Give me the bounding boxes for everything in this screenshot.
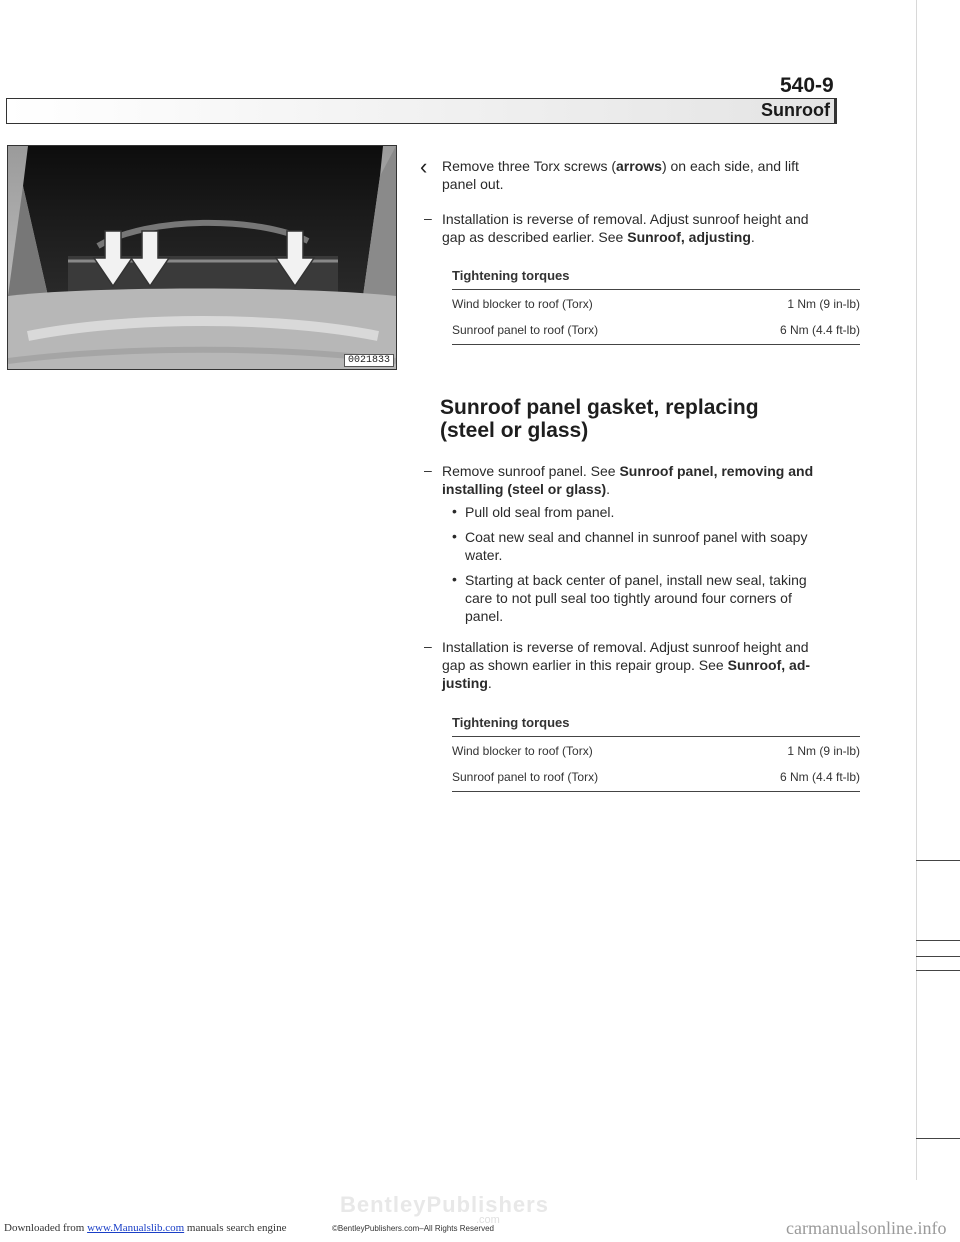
table-row	[452, 317, 860, 343]
copyright-notice: ©BentleyPublishers.com–All Rights Reserved	[332, 1224, 494, 1233]
torque-value: 1 Nm (9 in-lb)	[787, 744, 860, 758]
bullet-list	[452, 503, 872, 625]
torque-item: Sunroof panel to roof (Torx)	[452, 770, 599, 784]
list-item: • Starting at back center of panel, install new seal, taking care to not pull seal too tightly around four corners of panel.	[452, 571, 807, 624]
torque-table-title: Tightening torques	[452, 268, 570, 283]
torque-table-title: Tightening torques	[452, 715, 570, 730]
margin-tick	[916, 940, 960, 941]
bullet-dot-icon: •	[452, 503, 457, 519]
table-rule	[452, 289, 860, 290]
section-header-bar	[6, 98, 837, 124]
torque-item: Wind blocker to roof (Torx)	[452, 297, 593, 311]
download-notice: Downloaded from www.Manualslib.com manuals search engine	[4, 1222, 287, 1234]
margin-tick	[916, 970, 960, 971]
photo-id-label: 0021833	[344, 354, 394, 367]
site-watermark: carmanualsonline.info	[786, 1218, 947, 1238]
sunroof-photo-image	[8, 146, 396, 369]
torque-value: 6 Nm (4.4 ft-lb)	[779, 770, 860, 784]
list-item: • Pull old seal from panel.	[452, 503, 615, 520]
step-installation-2: Installation is reverse of removal. Adjust sunroof height and gap as shown earlier in this repair group. See Sunroof, ad- justing.	[442, 639, 811, 691]
step-remove-panel: Remove sunroof panel. See Sunroof panel, removing and installing (steel or glass).	[442, 463, 814, 497]
header-bar-edge	[834, 98, 837, 124]
torque-value: 6 Nm (4.4 ft-lb)	[779, 323, 860, 337]
dash-icon: –	[424, 462, 432, 478]
watermark-suffix: .com	[476, 1214, 500, 1226]
torque-table	[452, 291, 860, 343]
step-remove-screws: Remove three Torx screws (arrows) on each side, and lift panel out.	[442, 158, 799, 192]
table-rule	[452, 344, 860, 345]
sunroof-photo	[7, 145, 397, 370]
page-number: 540-9	[780, 74, 834, 97]
margin-tick	[916, 860, 960, 861]
arrow-left-icon: ‹	[420, 154, 428, 179]
table-row	[452, 764, 860, 790]
margin-tick	[916, 1138, 960, 1139]
margin-guide-line	[916, 0, 917, 1180]
table-row	[452, 738, 860, 764]
watermark: BentleyPublishers	[340, 1192, 549, 1217]
table-rule	[452, 791, 860, 792]
dash-icon: –	[424, 210, 432, 226]
section-title: Sunroof	[761, 100, 830, 120]
step-installation-1: Installation is reverse of removal. Adjust sunroof height and gap as described earlier. See Sunroof, adjusting.	[442, 211, 809, 245]
margin-tick	[916, 956, 960, 957]
table-rule	[452, 736, 860, 737]
torque-value: 1 Nm (9 in-lb)	[787, 297, 860, 311]
list-item: • Coat new seal and channel in sunroof panel with soapy water.	[452, 528, 808, 563]
bullet-dot-icon: •	[452, 528, 457, 544]
section-heading: Sunroof panel gasket, replacing (steel or glass)	[440, 396, 759, 442]
torque-item: Sunroof panel to roof (Torx)	[452, 323, 599, 337]
table-row	[452, 291, 860, 317]
dash-icon: –	[424, 638, 432, 654]
torque-item: Wind blocker to roof (Torx)	[452, 744, 593, 758]
manualslib-link[interactable]: www.Manualslib.com	[87, 1222, 185, 1234]
bullet-dot-icon: •	[452, 571, 457, 587]
torque-table	[452, 738, 860, 790]
